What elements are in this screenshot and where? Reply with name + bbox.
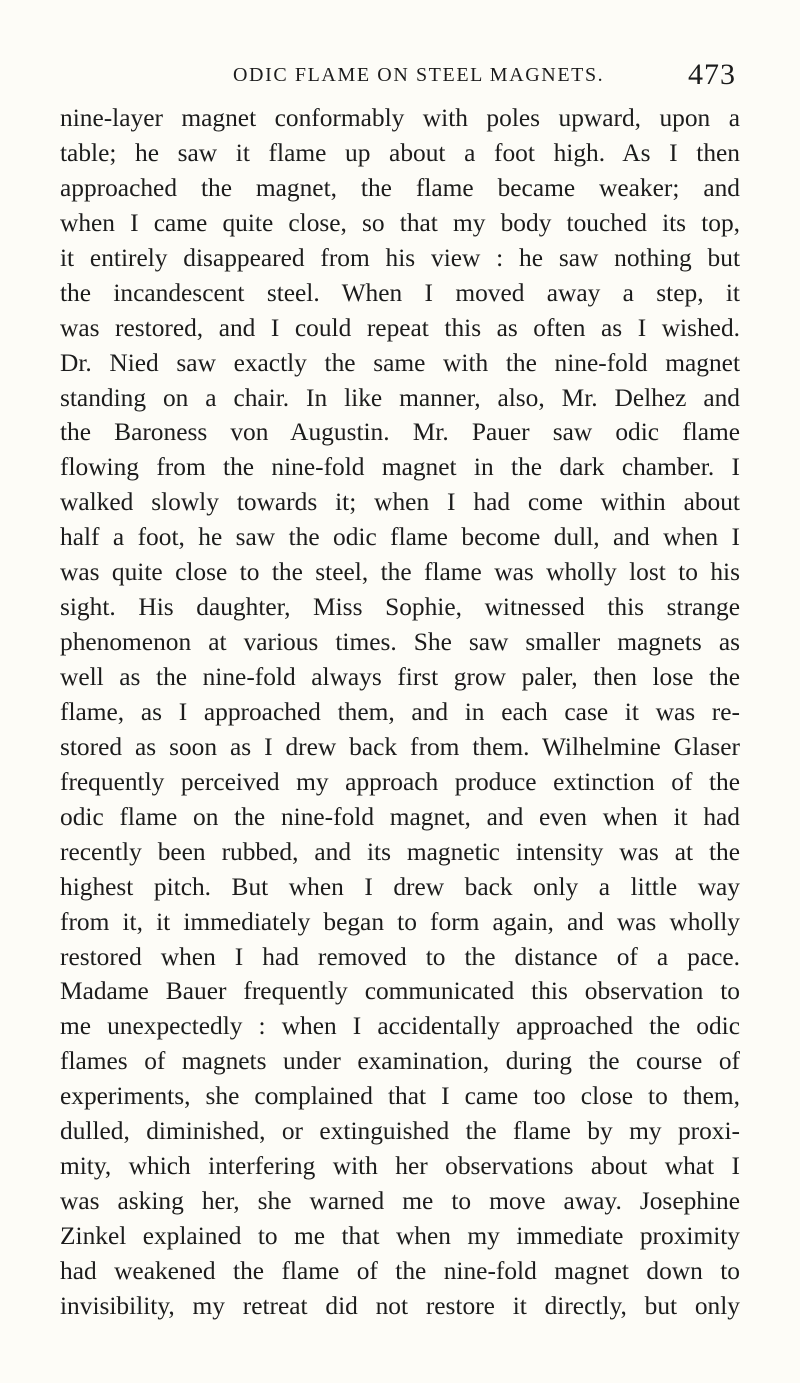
text-line: flames of magnets under examination, during the course of [60, 1047, 740, 1076]
text-line: walked slowly towards it; when I had come within about [60, 488, 740, 517]
text-line: table; he saw it flame up about a foot high. As I then [60, 138, 740, 167]
text-line: sight. His daughter, Miss Sophie, witnessed this strange [60, 593, 740, 622]
text-line: mity, which interfering with her observations about what I [60, 1152, 740, 1181]
text-line: standing on a chair. In like manner, also, Mr. Delhez and [60, 383, 740, 412]
text-line: had weakened the flame of the nine-fold magnet down to [60, 1256, 740, 1285]
text-line: well as the nine-fold always first grow paler, then lose the [60, 663, 740, 691]
text-line: when I came quite close, so that my body touched its top, [60, 208, 740, 237]
text-line: Zinkel explained to me that when my immediate proximity [60, 1222, 740, 1250]
text-line: Madame Bauer frequently communicated this observation to [60, 977, 740, 1006]
text-line: it entirely disappeared from his view : he saw nothing but [60, 243, 740, 272]
text-line: flowing from the nine-fold magnet in the dark chamber. I [60, 453, 740, 482]
text-line: was restored, and I could repeat this as often as I wished. [60, 313, 740, 342]
text-line: from it, it immediately began to form again, and was wholly [60, 907, 740, 936]
text-line: was asking her, she warned me to move away. Josephine [60, 1187, 740, 1216]
text-line: the incandescent steel. When I moved away a step, it [60, 278, 740, 307]
text-line: the Baroness von Augustin. Mr. Pauer saw odic flame [60, 418, 740, 447]
running-title: ODIC FLAME ON STEEL MAGNETS. [233, 64, 605, 86]
text-line: experiments, she complained that I came too close to them, [60, 1082, 740, 1111]
text-line: highest pitch. But when I drew back only a little way [60, 872, 740, 901]
page-number: 473 [688, 58, 736, 91]
text-line: Dr. Nied saw exactly the same with the nine-fold magnet [60, 348, 740, 377]
text-line: restored when I had removed to the distance of a pace. [60, 942, 740, 971]
text-line: half a foot, he saw the odic flame become dull, and when I [60, 523, 740, 552]
text-line: nine-layer magnet conformably with poles upward, upon a [60, 104, 740, 132]
text-line: me unexpectedly : when I accidentally approached the odic [60, 1012, 740, 1041]
text-line: dulled, diminished, or extinguished the flame by my proxi- [60, 1117, 740, 1146]
running-head [60, 58, 736, 98]
text-line: flame, as I approached them, and in each case it was re- [60, 697, 740, 726]
text-line: stored as soon as I drew back from them. Wilhelmine Glaser [60, 732, 740, 761]
text-line: was quite close to the steel, the flame was wholly lost to his [60, 558, 740, 587]
text-line: phenomenon at various times. She saw smaller magnets as [60, 628, 740, 657]
text-line: frequently perceived my approach produce extinction of the [60, 767, 740, 796]
text-line: odic flame on the nine-fold magnet, and even when it had [60, 802, 740, 831]
text-line: recently been rubbed, and its magnetic intensity was at the [60, 837, 740, 866]
text-line: invisibility, my retreat did not restore it directly, but only [60, 1291, 740, 1320]
text-line: approached the magnet, the flame became weaker; and [60, 173, 740, 202]
body-text [60, 101, 740, 1324]
